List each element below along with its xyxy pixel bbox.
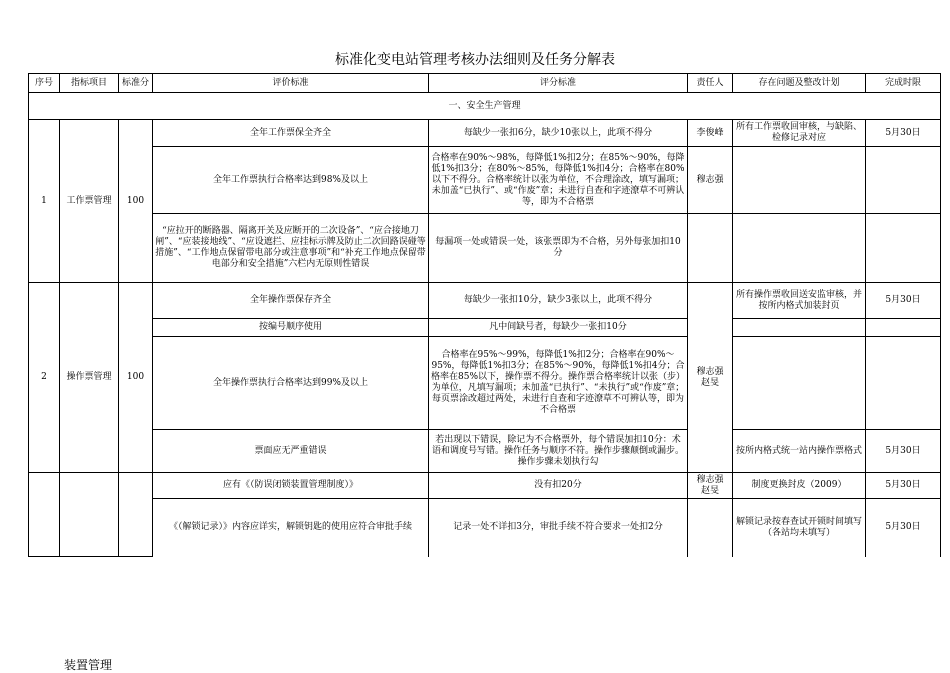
- footer-text: 装置管理: [64, 658, 113, 672]
- header-row: [29, 74, 941, 93]
- deadline-cell: 5月30日: [866, 283, 941, 319]
- criteria-cell: 全年操作票执行合格率达到99%及以上: [153, 337, 429, 430]
- table-row: [29, 214, 941, 283]
- scoring-cell: 记录一处不详扣3分，审批手续不符合要求一处扣2分: [429, 499, 688, 557]
- row-item: [60, 473, 119, 557]
- criteria-cell: 全年工作票保全齐全: [153, 120, 429, 147]
- issues-cell: 按所内格式统一站内操作票格式: [733, 430, 866, 473]
- criteria-cell: “应拉开的断路器、隔离开关及应断开的二次设备”、“应合接地刀闸”、“应装接地线”、“应设遮拦、应挂标示牌及防止二次回路误碰等措施”、“工作地点保留带电部分或注意事项”和“补充工作地点保留带电部分和安全措施”六栏内无原则性错误: [153, 214, 429, 283]
- header-criteria: 评价标准: [153, 74, 429, 93]
- scoring-cell: 合格率在90%～98%，每降低1%扣2分；在85%～90%，每降低1%扣3分；在80%～85%，每降低1%扣4分；合格率在80%以下不得分。合格率统计以张为单位，不合理涂改，填写漏项；未加盖“已执行”、或“作废”章；未进行自查和字迹潦草不可辨认等，即为不合格票: [429, 147, 688, 214]
- table-row: [29, 120, 941, 147]
- header-score: 标准分: [119, 74, 153, 93]
- scoring-cell: 合格率在95%～99%，每降低1%扣2分；合格率在90%～95%，每降低1%扣3分；在85%～90%，每降低1%扣4分；合格率在85%以下，操作票不得分。操作票合格率统计以张（步）为单位，凡填写漏项；未加盖“已执行”、“未执行”或“作废”章；每页票涂改超过两处，未进行自查和字迹潦草不可辨认等，即为不合格票: [429, 337, 688, 430]
- issues-cell: [733, 337, 866, 430]
- scoring-cell: 每缺少一张扣10分，缺少3张以上，此项不得分: [429, 283, 688, 319]
- deadline-cell: 5月30日: [866, 430, 941, 473]
- scoring-cell: 每缺少一张扣6分，缺少10张以上，此项不得分: [429, 120, 688, 147]
- deadline-cell: [866, 319, 941, 337]
- header-issues: 存在问题及整改计划: [733, 74, 866, 93]
- task-table: [28, 73, 941, 557]
- row-no: 1: [29, 120, 60, 283]
- issues-cell: [733, 147, 866, 214]
- header-item: 指标项目: [60, 74, 119, 93]
- scoring-cell: 没有扣20分: [429, 473, 688, 499]
- deadline-cell: [866, 337, 941, 430]
- issues-cell: 解锁记录按春查试开锁时间填写（各站均未填写）: [733, 499, 866, 557]
- issues-cell: [733, 319, 866, 337]
- header-no: 序号: [29, 74, 60, 93]
- criteria-cell: 按编号顺序使用: [153, 319, 429, 337]
- table-row: [29, 283, 941, 319]
- row-score: 100: [119, 283, 153, 473]
- scoring-cell: 若出现以下错误，除记为不合格票外，每个错误加扣10分：术语和调度号写错。操作任务与顺序不符。操作步骤颠倒或漏步。操作步骤未划执行勾: [429, 430, 688, 473]
- table-row: [29, 337, 941, 430]
- table-row: [29, 430, 941, 473]
- deadline-cell: 5月30日: [866, 499, 941, 557]
- row-score: [119, 473, 153, 557]
- scoring-cell: 凡中间缺号者，每缺少一张扣10分: [429, 319, 688, 337]
- issues-cell: 制度更换封皮（2009）: [733, 473, 866, 499]
- table-row: [29, 147, 941, 214]
- issues-cell: [733, 214, 866, 283]
- deadline-cell: 5月30日: [866, 473, 941, 499]
- deadline-cell: [866, 147, 941, 214]
- owner-cell: 李俊峰: [688, 120, 733, 147]
- criteria-cell: 票面应无严重错误: [153, 430, 429, 473]
- table-row: [29, 319, 941, 337]
- header-scoring: 评分标准: [429, 74, 688, 93]
- issues-cell: 所有操作票收回送安监审核，并按所内格式加装封页: [733, 283, 866, 319]
- row-no: 2: [29, 283, 60, 473]
- owner-cell: 穆志强: [688, 147, 733, 214]
- row-item: 工作票管理: [60, 120, 119, 283]
- header-deadline: 完成时限: [866, 74, 941, 93]
- scoring-cell: 每漏项一处或错误一处，该张票即为不合格，另外每张加扣10分: [429, 214, 688, 283]
- header-owner: 责任人: [688, 74, 733, 93]
- deadline-cell: [866, 214, 941, 283]
- criteria-cell: 应有《（防误闭锁装置管理制度）》: [153, 473, 429, 499]
- table-row: [29, 499, 941, 557]
- row-score: 100: [119, 120, 153, 283]
- criteria-cell: 《（解锁记录）》内容应详实，解锁钥匙的使用应符合审批手续: [153, 499, 429, 557]
- table-row: [29, 473, 941, 499]
- owner-cell: [688, 499, 733, 557]
- issues-cell: 所有工作票收回审核，与缺陷、检修记录对应: [733, 120, 866, 147]
- row-item: 操作票管理: [60, 283, 119, 473]
- owner-cell: 穆志强 赵旻: [688, 473, 733, 499]
- criteria-cell: 全年操作票保存齐全: [153, 283, 429, 319]
- owner-cell: [688, 214, 733, 283]
- owner-cell: 穆志强 赵旻: [688, 283, 733, 473]
- section-heading: 一、安全生产管理: [29, 93, 941, 120]
- criteria-cell: 全年工作票执行合格率达到98%及以上: [153, 147, 429, 214]
- deadline-cell: 5月30日: [866, 120, 941, 147]
- page-title: 标准化变电站管理考核办法细则及任务分解表: [335, 52, 615, 68]
- row-no: [29, 473, 60, 557]
